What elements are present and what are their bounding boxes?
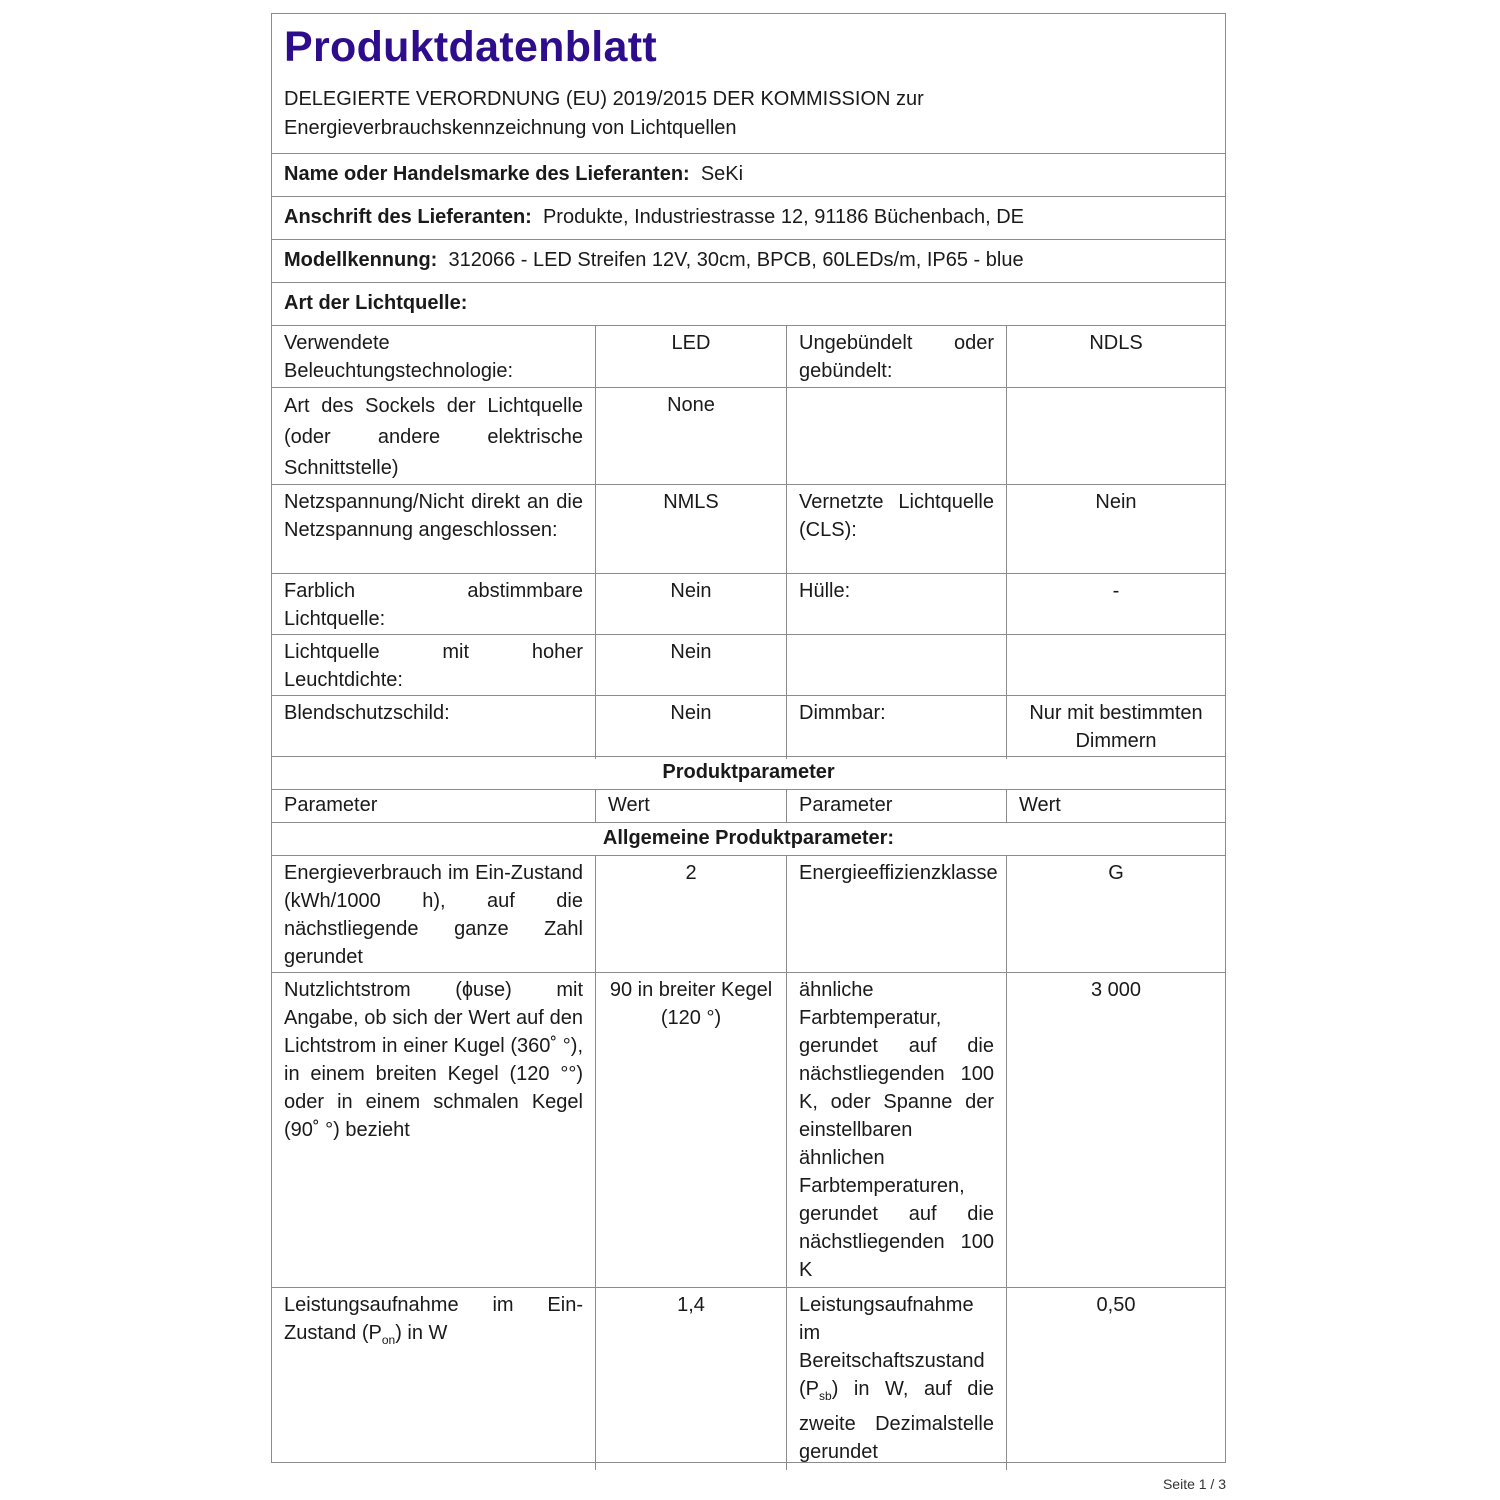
param-label: Hülle: <box>787 574 1007 637</box>
param-label: ähnliche Farbtemperatur, gerundet auf die nächstliegenden 100 K, oder Spanne der einstellbaren ähnlichen Farbtemperaturen, gerundet auf die nächstliegenden 100 K <box>787 973 1007 1288</box>
table-row <box>272 856 1225 973</box>
table-row <box>272 635 1225 696</box>
param-label: Blendschutzschild: <box>272 696 596 759</box>
subtitle-line-1: DELEGIERTE VERORDNUNG (EU) 2019/2015 DER KOMMISSION zur <box>284 88 924 110</box>
regulation-subtitle <box>284 85 1213 143</box>
param-label: Ungebündelt oder gebündelt: <box>787 326 1007 389</box>
param-value: NDLS <box>1089 332 1143 354</box>
param-value: NMLS <box>596 485 787 573</box>
supplier-name-value: SeKi <box>700 163 744 185</box>
param-value: Nein <box>596 574 787 637</box>
table-row <box>272 574 1225 635</box>
label-text: ) in W <box>395 1322 448 1344</box>
column-header: Wert <box>1019 794 1061 816</box>
param-value <box>1007 388 1225 488</box>
table-row <box>272 485 1225 574</box>
table-header-row <box>272 790 1225 823</box>
param-value: 2 <box>596 856 787 975</box>
param-value: 90 in breiter Kegel (120 °) <box>596 973 787 1288</box>
column-header: Wert <box>596 790 787 822</box>
section-title-general-parameters: Allgemeine Produktparameter: <box>272 823 1225 856</box>
param-label: Verwendete Beleuchtungstechnologie: <box>272 326 596 389</box>
label-text: Leistungsaufnahme im Ein-Zustand (P <box>284 1294 583 1344</box>
table-row <box>272 1288 1225 1462</box>
param-value: 1,4 <box>596 1288 787 1470</box>
label-subscript: on <box>381 1333 396 1347</box>
param-label: Dimmbar: <box>787 696 1007 759</box>
param-label: Lichtquelle mit hoher Leuchtdichte: <box>272 635 596 698</box>
param-value: Nein <box>1095 491 1137 513</box>
param-label: Netzspannung/Nicht direkt an die Netzspannung angeschlossen: <box>272 485 596 573</box>
param-value: 0,50 <box>1096 1294 1136 1316</box>
param-label: Energieverbrauch im Ein-Zustand (kWh/1000 h), auf die nächstliegende ganze Zahl gerundet <box>272 856 596 975</box>
supplier-name-row <box>272 154 1225 197</box>
param-value <box>1007 635 1225 698</box>
table-row <box>272 696 1225 757</box>
param-value: Nein <box>596 635 787 698</box>
model-value: 312066 - LED Streifen 12V, 30cm, BPCB, 60LEDs/m, IP65 - blue <box>448 249 1024 271</box>
table-row <box>272 973 1225 1288</box>
param-label <box>787 1288 1007 1470</box>
param-value: G <box>1108 862 1124 884</box>
model-row <box>272 240 1225 283</box>
subtitle-line-2: Energieverbrauchskennzeichnung von Lichtquellen <box>284 117 737 139</box>
section-title-product-parameters: Produktparameter <box>272 757 1225 790</box>
param-label: Farblich abstimmbare Lichtquelle: <box>272 574 596 637</box>
label-text: Leistungsaufnahme im Bereitschaftszustand (P <box>799 1294 985 1400</box>
page-number: Seite 1 / 3 <box>1162 1476 1226 1492</box>
label-subscript: sb <box>819 1389 832 1403</box>
param-label <box>787 388 1007 488</box>
table-row <box>272 388 1225 485</box>
table-row <box>272 326 1225 388</box>
supplier-name-label: Name oder Handelsmarke des Lieferanten: <box>284 163 690 185</box>
model-label: Modellkennung: <box>284 249 438 271</box>
param-value: Nein <box>596 696 787 759</box>
param-label <box>787 635 1007 698</box>
param-value: LED <box>596 326 787 389</box>
light-source-type-label: Art der Lichtquelle: <box>284 292 468 314</box>
supplier-address-row <box>272 197 1225 240</box>
column-header: Parameter <box>787 790 1007 822</box>
param-label: Vernetzte Lichtquelle (CLS): <box>787 485 1007 573</box>
document-header <box>272 14 1225 154</box>
param-label: Energieeffizienzklasse <box>787 856 1007 975</box>
param-value: - <box>1112 580 1120 602</box>
param-label <box>272 1288 596 1470</box>
param-value: Nur mit bestimmten Dimmern <box>1029 702 1203 752</box>
param-label: Art des Sockels der Lichtquelle (oder andere elektrische Schnittstelle) <box>272 388 596 488</box>
column-header: Parameter <box>272 790 596 822</box>
param-label: Nutzlichtstrom (ɸuse) mit Angabe, ob sich der Wert auf den Lichtstrom in einer Kugel (360˚ °), in einem breiten Kegel (120 °°) oder in einem schmalen Kegel (90˚ °) bezieht <box>272 973 596 1288</box>
supplier-address-value: Produkte, Industriestrasse 12, 91186 Büchenbach, DE <box>542 206 1024 228</box>
param-value: None <box>596 388 787 488</box>
supplier-address-label: Anschrift des Lieferanten: <box>284 206 532 228</box>
param-value: 3 000 <box>1090 979 1142 1001</box>
label-text: ) in W, auf die zweite Dezimalstelle gerundet <box>799 1378 994 1463</box>
light-source-type-row <box>272 283 1225 326</box>
datasheet <box>271 13 1226 1463</box>
page-title: Produktdatenblatt <box>284 23 657 71</box>
